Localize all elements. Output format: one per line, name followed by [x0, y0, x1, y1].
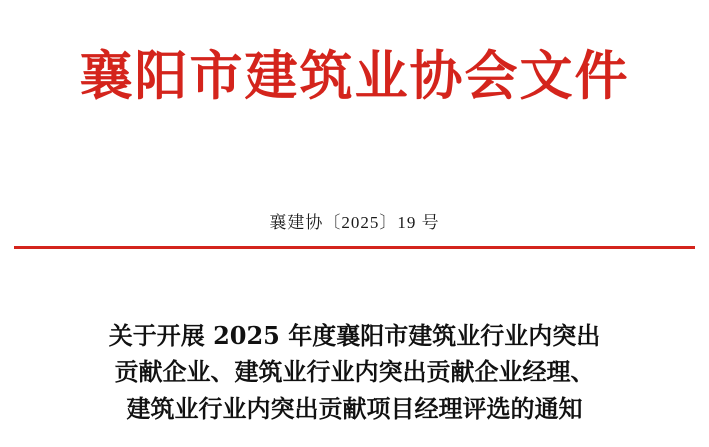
- masthead-title: 襄阳市建筑业协会文件: [79, 45, 630, 107]
- document-title-line-1: 关于开展 2025 年度襄阳市建筑业行业内突出: [108, 321, 601, 350]
- document-title-line-2: 贡献企业、建筑业行业内突出贡献企业经理、: [114, 357, 595, 387]
- red-divider-rule: [14, 246, 695, 249]
- document-title-line-3: 建筑业行业内突出贡献项目经理评选的通知: [126, 393, 583, 423]
- document-title: [64, 318, 645, 427]
- document-number: 襄建协〔2025〕19 号: [269, 213, 440, 232]
